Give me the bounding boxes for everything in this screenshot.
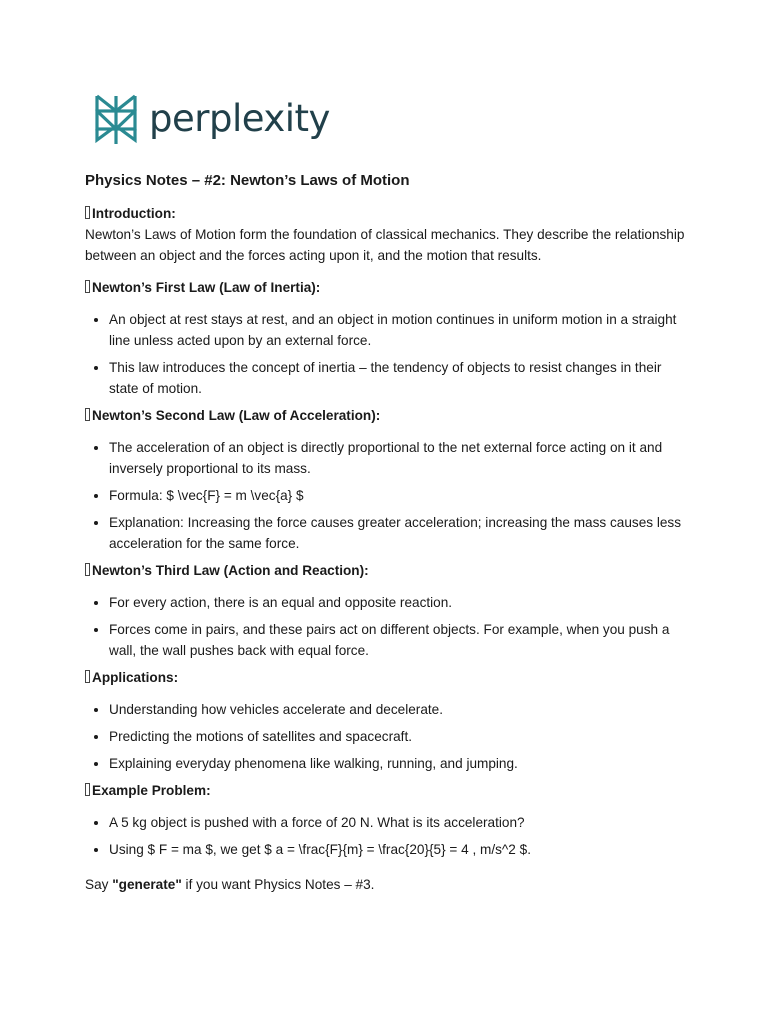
list-item: • Understanding how vehicles accelerate and decelerate. xyxy=(109,699,685,720)
closing-keyword: "generate" xyxy=(112,877,182,892)
document-body xyxy=(85,170,685,895)
missing-emoji-icon xyxy=(85,206,90,219)
section-heading xyxy=(85,277,685,298)
list-item: • A 5 kg object is pushed with a force of 20 N. What is its acceleration? xyxy=(109,812,685,833)
missing-emoji-icon xyxy=(85,408,90,421)
sections xyxy=(85,277,685,860)
list-item: • Explaining everyday phenomena like walking, running, and jumping. xyxy=(109,753,685,774)
list-item: • Explanation: Increasing the force causes greater acceleration; increasing the mass causes less acceleration for the same force. xyxy=(109,512,685,554)
page-title: Physics Notes – #2: Newton’s Laws of Motion xyxy=(85,172,410,189)
list-item: • Using $ F = ma $, we get $ a = \frac{F}{m} = \frac{20}{5} = 4 , m/s^2 $. xyxy=(109,839,685,860)
list-item: • The acceleration of an object is directly proportional to the net external force acting on it and inversely proportional to its mass. xyxy=(109,437,685,479)
section-heading-text: Newton’s Second Law (Law of Acceleration): xyxy=(92,408,381,423)
section-heading-text: Newton’s First Law (Law of Inertia): xyxy=(92,280,321,295)
missing-emoji-icon xyxy=(85,563,90,576)
bullet-list xyxy=(85,437,685,554)
closing-line xyxy=(85,874,685,895)
bullet-list xyxy=(85,812,685,860)
section-heading-text: Example Problem: xyxy=(92,783,211,798)
section-heading xyxy=(85,667,685,688)
missing-emoji-icon xyxy=(85,783,90,796)
missing-emoji-icon xyxy=(85,280,90,293)
intro-heading xyxy=(85,203,685,224)
intro-heading-text: Introduction: xyxy=(92,206,176,221)
bullet-list xyxy=(85,592,685,661)
list-item: • Formula: $ \vec{F} = m \vec{a} $ xyxy=(109,485,685,506)
list-item: • Forces come in pairs, and these pairs act on different objects. For example, when you push a wall, the wall pushes back with equal force. xyxy=(109,619,685,661)
intro-text: Newton’s Laws of Motion form the foundation of classical mechanics. They describe the relationship between an object and the forces acting upon it, and the motion that results. xyxy=(85,227,685,263)
section-heading xyxy=(85,560,685,581)
perplexity-logo-icon xyxy=(93,94,139,146)
bullet-list xyxy=(85,699,685,774)
list-item: • Predicting the motions of satellites and spacecraft. xyxy=(109,726,685,747)
section-heading-text: Newton’s Third Law (Action and Reaction): xyxy=(92,563,369,578)
perplexity-logo xyxy=(93,94,330,146)
section-heading xyxy=(85,780,685,801)
section-heading-text: Applications: xyxy=(92,670,179,685)
bullet-list xyxy=(85,309,685,399)
brand-name: perplexity xyxy=(149,96,330,140)
closing-suffix: if you want Physics Notes – #3. xyxy=(181,877,375,892)
section-heading xyxy=(85,405,685,426)
list-item: • For every action, there is an equal and opposite reaction. xyxy=(109,592,685,613)
missing-emoji-icon xyxy=(85,670,90,683)
closing-prefix: Say xyxy=(85,877,113,892)
list-item: • An object at rest stays at rest, and an object in motion continues in uniform motion in a straight line unless acted upon by an external force. xyxy=(109,309,685,351)
list-item: • This law introduces the concept of inertia – the tendency of objects to resist changes in their state of motion. xyxy=(109,357,685,399)
